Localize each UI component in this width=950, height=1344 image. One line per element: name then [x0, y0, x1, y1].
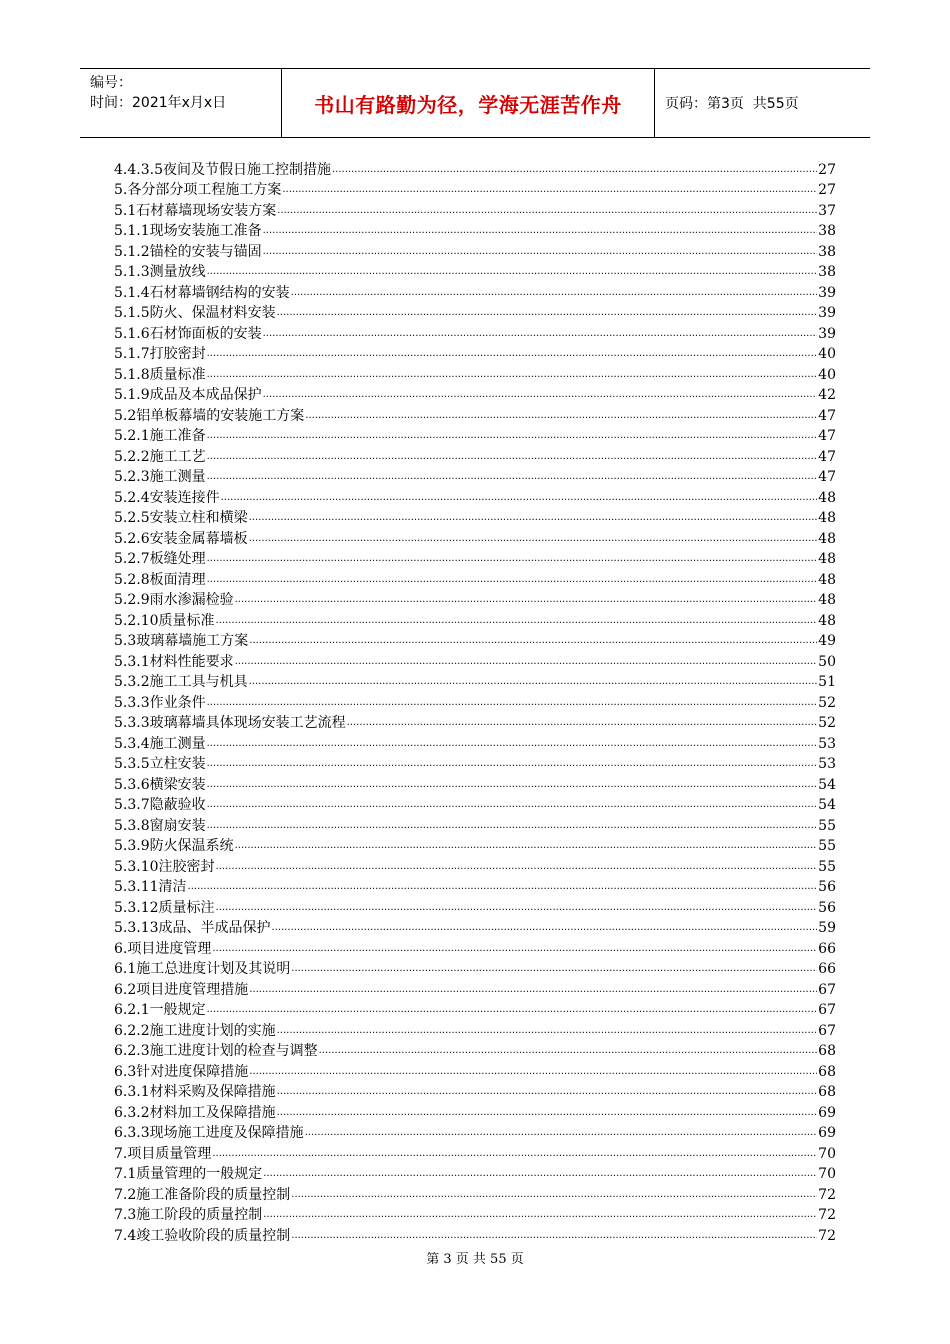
toc-entry-page: 51	[818, 674, 836, 690]
toc-entry[interactable]	[114, 651, 836, 672]
toc-entry-title: 5.3.4施工测量	[114, 735, 206, 752]
toc-entry-title: 7.项目质量管理	[114, 1145, 212, 1162]
toc-dot-leader	[207, 798, 818, 812]
toc-dot-leader	[272, 921, 818, 935]
toc-entry[interactable]	[114, 364, 836, 385]
toc-entry[interactable]	[114, 836, 836, 857]
toc-entry-page: 54	[818, 797, 836, 813]
header-page-cell	[655, 69, 870, 137]
toc-entry-title: 5.2.5安装立柱和横梁	[114, 510, 248, 526]
toc-dot-leader	[216, 860, 818, 874]
toc-entry[interactable]	[114, 1225, 836, 1246]
toc-entry-page: 67	[818, 1002, 836, 1018]
toc-entry-page: 39	[818, 325, 836, 342]
toc-dot-leader	[207, 573, 818, 587]
toc-entry-title: 7.4竣工验收阶段的质量控制	[114, 1227, 291, 1244]
toc-dot-leader	[319, 1044, 818, 1058]
toc-entry[interactable]	[114, 918, 836, 939]
toc-dot-leader	[207, 778, 818, 792]
toc-entry-page: 56	[818, 899, 836, 916]
toc-entry-title: 5.各分部分项工程施工方案	[114, 182, 282, 198]
toc-entry-title: 7.3施工阶段的质量控制	[114, 1207, 263, 1223]
toc-entry[interactable]	[114, 528, 836, 549]
toc-entry-page: 50	[818, 653, 836, 670]
toc-entry-page: 42	[818, 387, 836, 403]
toc-entry-page: 48	[818, 530, 836, 547]
page-footer	[0, 1248, 950, 1267]
toc-entry[interactable]	[114, 1102, 836, 1123]
toc-entry-page: 68	[818, 1043, 836, 1059]
toc-dot-leader	[305, 1126, 818, 1140]
toc-entry[interactable]	[114, 282, 836, 303]
toc-entry-page: 59	[818, 920, 836, 936]
toc-entry[interactable]	[114, 774, 836, 795]
toc-entry[interactable]	[114, 590, 836, 611]
toc-entry[interactable]	[114, 221, 836, 242]
toc-entry-title: 5.2.9雨水渗漏检验	[114, 592, 234, 608]
toc-entry-title: 5.1.4石材幕墙钢结构的安装	[114, 284, 290, 301]
toc-entry[interactable]	[114, 795, 836, 816]
toc-entry[interactable]	[114, 323, 836, 344]
toc-entry-page: 69	[818, 1104, 836, 1121]
toc-entry-title: 5.1.2锚栓的安装与锚固	[114, 243, 262, 260]
toc-entry[interactable]	[114, 959, 836, 980]
header-info-cell	[80, 69, 282, 137]
toc-entry-title: 5.2.1施工准备	[114, 428, 206, 444]
toc-entry[interactable]	[114, 467, 836, 488]
toc-dot-leader	[207, 429, 818, 443]
toc-entry[interactable]	[114, 1082, 836, 1103]
toc-entry-title: 5.1.3测量放线	[114, 264, 206, 280]
toc-entry-page: 49	[818, 633, 836, 649]
toc-entry[interactable]	[114, 1143, 836, 1164]
toc-entry[interactable]	[114, 1205, 836, 1226]
toc-entry-page: 70	[818, 1145, 836, 1162]
toc-entry-page: 47	[818, 428, 836, 444]
toc-dot-leader	[347, 716, 818, 730]
toc-entry[interactable]	[114, 508, 836, 529]
toc-dot-leader	[249, 511, 818, 525]
toc-entry[interactable]	[114, 200, 836, 221]
toc-entry-title: 6.1施工总进度计划及其说明	[114, 961, 291, 977]
toc-entry[interactable]	[114, 487, 836, 508]
toc-dot-leader	[216, 901, 818, 915]
toc-entry[interactable]	[114, 1020, 836, 1041]
toc-entry-page: 70	[818, 1166, 836, 1182]
toc-entry-page: 55	[818, 858, 836, 875]
toc-dot-leader	[263, 1208, 817, 1222]
toc-entry-title: 5.1石材幕墙现场安装方案	[114, 202, 277, 219]
toc-entry[interactable]	[114, 426, 836, 447]
toc-dot-leader	[305, 409, 817, 423]
toc-dot-leader	[332, 163, 817, 177]
toc-dot-leader	[249, 675, 818, 689]
toc-entry-title: 5.1.6石材饰面板的安装	[114, 325, 262, 342]
toc-entry-page: 38	[818, 223, 836, 239]
toc-dot-leader	[277, 306, 818, 320]
toc-entry[interactable]	[114, 446, 836, 467]
header-motto-cell	[282, 69, 655, 137]
toc-entry[interactable]	[114, 1041, 836, 1062]
toc-entry-page: 68	[818, 1063, 836, 1080]
toc-entry[interactable]	[114, 159, 836, 180]
toc-entry[interactable]	[114, 856, 836, 877]
toc-entry-page: 47	[818, 469, 836, 485]
toc-entry-page: 72	[818, 1227, 836, 1244]
toc-entry[interactable]	[114, 1184, 836, 1205]
toc-entry-title: 6.3.3现场施工进度及保障措施	[114, 1125, 304, 1141]
toc-entry[interactable]	[114, 405, 836, 426]
toc-dot-leader	[249, 1065, 817, 1079]
toc-entry-page: 48	[818, 551, 836, 567]
toc-dot-leader	[207, 347, 818, 361]
toc-entry-page: 55	[818, 817, 836, 834]
toc-dot-leader	[207, 552, 818, 566]
toc-dot-leader	[207, 696, 818, 710]
toc-entry-title: 6.3.1材料采购及保障措施	[114, 1084, 276, 1100]
toc-entry[interactable]	[114, 754, 836, 775]
toc-entry-title: 6.2.1一般规定	[114, 1002, 206, 1018]
toc-entry-title: 5.1.1现场安装施工准备	[114, 223, 262, 239]
toc-entry-title: 5.2.4安装连接件	[114, 489, 220, 506]
document-time-label: 时间：2021年x月x日	[90, 95, 227, 111]
toc-entry-title: 5.2.7板缝处理	[114, 551, 206, 567]
toc-entry-page: 40	[818, 366, 836, 383]
toc-dot-leader	[263, 327, 818, 341]
toc-entry-title: 5.2.2施工工艺	[114, 448, 206, 465]
toc-dot-leader	[282, 183, 817, 197]
toc-entry-page: 38	[818, 243, 836, 260]
toc-entry-title: 5.3.2施工工具与机具	[114, 674, 248, 690]
toc-entry[interactable]	[114, 1164, 836, 1185]
toc-dot-leader	[291, 1229, 817, 1243]
toc-entry-title: 5.3.8窗扇安装	[114, 817, 206, 834]
toc-entry-page: 53	[818, 756, 836, 772]
toc-entry-title: 4.4.3.5夜间及节假日施工控制措施	[114, 161, 331, 178]
toc-entry-page: 40	[818, 346, 836, 362]
toc-entry-title: 6.3针对进度保障措施	[114, 1063, 249, 1080]
toc-entry-title: 5.2.6安装金属幕墙板	[114, 530, 248, 547]
toc-entry[interactable]	[114, 549, 836, 570]
toc-entry-title: 5.3.3作业条件	[114, 694, 206, 711]
toc-dot-leader	[277, 1085, 818, 1099]
toc-entry-page: 47	[818, 407, 836, 424]
toc-dot-leader	[212, 942, 817, 956]
toc-entry-page: 72	[818, 1207, 836, 1223]
toc-entry-title: 5.3.7隐蔽验收	[114, 797, 206, 813]
toc-entry-title: 5.3.3玻璃幕墙具体现场安装工艺流程	[114, 715, 346, 731]
toc-entry[interactable]	[114, 1000, 836, 1021]
toc-dot-leader	[263, 388, 818, 402]
toc-dot-leader	[277, 1106, 818, 1120]
toc-entry-page: 68	[818, 1084, 836, 1100]
toc-entry-title: 6.2.3施工进度计划的检查与调整	[114, 1043, 318, 1059]
toc-entry-title: 7.2施工准备阶段的质量控制	[114, 1186, 291, 1203]
toc-entry-page: 67	[818, 1022, 836, 1039]
toc-entry-title: 5.1.7打胶密封	[114, 346, 206, 362]
toc-entry-page: 72	[818, 1186, 836, 1203]
toc-entry-page: 38	[818, 264, 836, 280]
toc-dot-leader	[277, 204, 817, 218]
toc-entry[interactable]	[114, 1061, 836, 1082]
toc-entry-title: 5.2.10质量标准	[114, 612, 215, 629]
toc-entry[interactable]	[114, 815, 836, 836]
toc-entry[interactable]	[114, 877, 836, 898]
toc-dot-leader	[291, 962, 817, 976]
toc-entry-page: 39	[818, 284, 836, 301]
toc-entry-title: 5.3玻璃幕墙施工方案	[114, 633, 249, 649]
header-page-label: 页码：第3页 共55页	[665, 96, 799, 112]
toc-dot-leader	[207, 450, 818, 464]
toc-dot-leader	[207, 757, 818, 771]
toc-entry-page: 54	[818, 776, 836, 793]
toc-entry-title: 5.1.5防火、保温材料安装	[114, 305, 276, 321]
toc-dot-leader	[235, 593, 818, 607]
toc-dot-leader	[249, 983, 817, 997]
toc-entry-page: 52	[818, 715, 836, 731]
toc-dot-leader	[249, 532, 818, 546]
toc-entry[interactable]	[114, 713, 836, 734]
toc-entry-title: 5.2铝单板幕墙的安装施工方案	[114, 407, 305, 424]
toc-entry[interactable]	[114, 672, 836, 693]
toc-entry-page: 47	[818, 448, 836, 465]
toc-dot-leader	[207, 470, 818, 484]
page-header	[80, 68, 870, 138]
toc-entry[interactable]	[114, 631, 836, 652]
toc-entry-title: 5.3.13成品、半成品保护	[114, 920, 271, 936]
toc-entry-title: 5.3.11清洁	[114, 879, 187, 895]
toc-entry[interactable]	[114, 180, 836, 201]
toc-entry-title: 5.3.12质量标注	[114, 899, 215, 916]
toc-entry-title: 5.1.9成品及本成品保护	[114, 387, 262, 403]
toc-entry-page: 39	[818, 305, 836, 321]
toc-dot-leader	[207, 737, 818, 751]
toc-entry-title: 5.2.8板面清理	[114, 571, 206, 588]
toc-entry-page: 55	[818, 838, 836, 854]
toc-entry-title: 5.3.10注胶密封	[114, 858, 215, 875]
toc-dot-leader	[277, 1024, 818, 1038]
toc-dot-leader	[249, 634, 817, 648]
toc-entry-page: 27	[818, 182, 836, 198]
toc-entry[interactable]	[114, 1123, 836, 1144]
footer-page-number: 第 3 页 共 55 页	[426, 1252, 524, 1267]
toc-entry-page: 48	[818, 612, 836, 629]
toc-entry-title: 5.2.3施工测量	[114, 469, 206, 485]
toc-entry-page: 67	[818, 981, 836, 998]
toc-dot-leader	[235, 655, 818, 669]
toc-entry[interactable]	[114, 692, 836, 713]
toc-dot-leader	[291, 286, 818, 300]
toc-entry-page: 48	[818, 489, 836, 506]
toc-dot-leader	[212, 1147, 817, 1161]
toc-entry[interactable]	[114, 569, 836, 590]
toc-entry[interactable]	[114, 262, 836, 283]
toc-entry-page: 66	[818, 940, 836, 957]
toc-entry-page: 48	[818, 510, 836, 526]
toc-dot-leader	[207, 265, 818, 279]
toc-entry[interactable]	[114, 241, 836, 262]
toc-dot-leader	[207, 1003, 818, 1017]
toc-dot-leader	[263, 245, 818, 259]
toc-dot-leader	[235, 839, 818, 853]
toc-entry-title: 5.3.5立柱安装	[114, 756, 206, 772]
table-of-contents	[114, 159, 836, 1246]
toc-entry[interactable]	[114, 610, 836, 631]
toc-dot-leader	[216, 614, 818, 628]
toc-entry-title: 6.3.2材料加工及保障措施	[114, 1104, 276, 1121]
toc-entry-title: 6.项目进度管理	[114, 940, 212, 957]
toc-entry-title: 5.3.1材料性能要求	[114, 653, 234, 670]
toc-dot-leader	[291, 1188, 817, 1202]
toc-entry-title: 6.2.2施工进度计划的实施	[114, 1022, 276, 1039]
toc-entry-page: 69	[818, 1125, 836, 1141]
toc-entry-page: 27	[818, 161, 836, 178]
toc-dot-leader	[207, 368, 818, 382]
toc-dot-leader	[207, 819, 818, 833]
toc-entry[interactable]	[114, 303, 836, 324]
toc-entry-page: 66	[818, 961, 836, 977]
toc-entry-title: 6.2项目进度管理措施	[114, 981, 249, 998]
toc-entry-page: 48	[818, 592, 836, 608]
toc-dot-leader	[263, 224, 818, 238]
toc-dot-leader	[221, 491, 818, 505]
toc-entry-page: 56	[818, 879, 836, 895]
toc-entry[interactable]	[114, 897, 836, 918]
toc-entry-title: 7.1质量管理的一般规定	[114, 1166, 263, 1182]
header-motto: 书山有路勤为径，学海无涯苦作舟	[314, 92, 622, 117]
toc-entry[interactable]	[114, 733, 836, 754]
toc-entry-title: 5.1.8质量标准	[114, 366, 206, 383]
toc-entry-page: 48	[818, 571, 836, 588]
toc-entry-page: 53	[818, 735, 836, 752]
toc-entry[interactable]	[114, 385, 836, 406]
toc-entry[interactable]	[114, 344, 836, 365]
toc-entry-title: 5.3.6横梁安装	[114, 776, 206, 793]
toc-entry-title: 5.3.9防火保温系统	[114, 838, 234, 854]
toc-dot-leader	[263, 1167, 817, 1181]
toc-entry-page: 52	[818, 694, 836, 711]
document-number-label: 编号：	[90, 75, 132, 91]
toc-entry-page: 37	[818, 202, 836, 219]
toc-dot-leader	[188, 880, 818, 894]
toc-entry[interactable]	[114, 938, 836, 959]
toc-entry[interactable]	[114, 979, 836, 1000]
